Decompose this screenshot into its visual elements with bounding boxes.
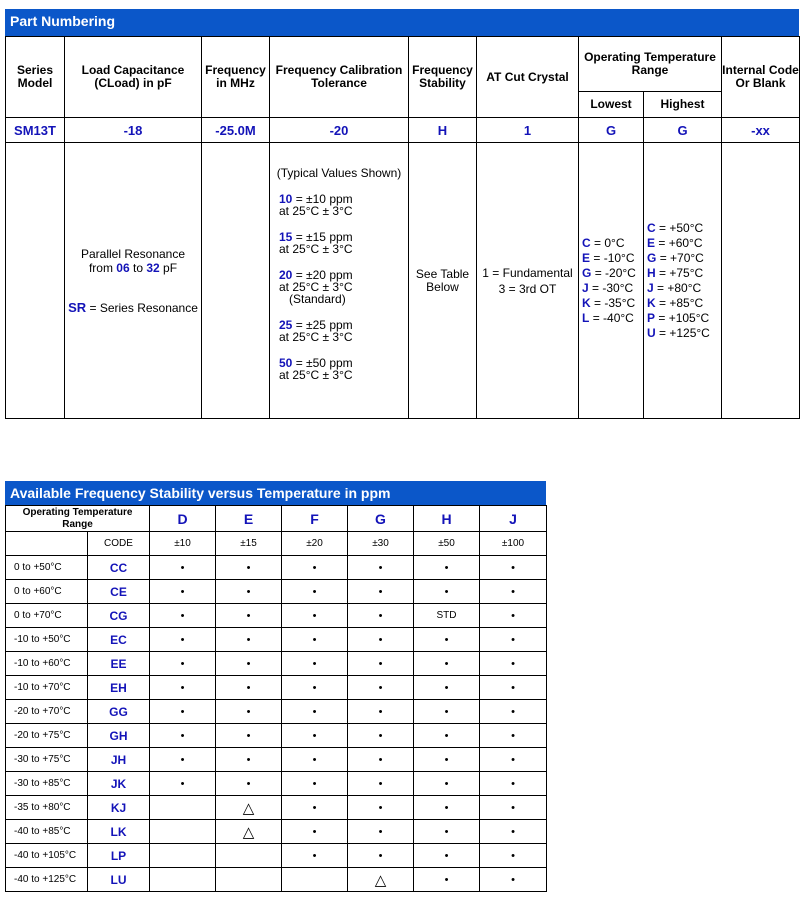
available-dot: •	[348, 772, 414, 796]
temperature-range: -30 to +75°C	[6, 748, 88, 772]
available-dot: •	[348, 748, 414, 772]
load-description	[65, 143, 202, 419]
table-row	[6, 604, 547, 628]
code-frequency: -25.0M	[202, 118, 270, 143]
available-dot: •	[348, 652, 414, 676]
stability-column-J: J	[480, 506, 547, 532]
tolerance-item: 25 = ±25 ppm at 25°C ± 3°C	[279, 317, 353, 344]
available-dot: •	[480, 604, 547, 628]
load-range-text: from 06 to 32 pF	[88, 260, 178, 275]
table-row	[6, 652, 547, 676]
temperature-range: -40 to +125°C	[6, 868, 88, 892]
temperature-range: 0 to +70°C	[6, 604, 88, 628]
part-numbering-header: Part Numbering	[5, 9, 799, 36]
table-row	[6, 556, 547, 580]
range-code: CE	[88, 580, 150, 604]
range-code: EH	[88, 676, 150, 700]
calibration-tolerance-header: Frequency Calibration Tolerance	[270, 37, 409, 118]
highest-temp-item: G = +70°C	[647, 250, 704, 265]
code-highest: G	[644, 118, 722, 143]
range-code: EE	[88, 652, 150, 676]
available-dot: •	[348, 844, 414, 868]
calibration-description	[270, 143, 409, 419]
blank-cell	[6, 532, 88, 556]
code-lowest: G	[579, 118, 644, 143]
available-dot: •	[348, 820, 414, 844]
table-row	[6, 748, 547, 772]
available-dot: •	[414, 700, 480, 724]
available-dot: •	[348, 700, 414, 724]
range-code: KJ	[88, 796, 150, 820]
empty-cell	[150, 844, 216, 868]
available-dot: •	[150, 604, 216, 628]
highest-temp-item: C = +50°C	[647, 220, 704, 235]
code-series: SM13T	[6, 118, 65, 143]
empty-cell	[216, 868, 282, 892]
available-dot: •	[414, 820, 480, 844]
lowest-temp-item: J = -30°C	[582, 280, 634, 295]
range-code: GH	[88, 724, 150, 748]
stability-column-H: H	[414, 506, 480, 532]
available-dot: •	[216, 604, 282, 628]
highest-temp-item: K = +85°C	[647, 295, 704, 310]
temperature-range: -30 to +85°C	[6, 772, 88, 796]
highest-temp-item: J = +80°C	[647, 280, 702, 295]
available-dot: •	[150, 700, 216, 724]
available-dot: •	[414, 868, 480, 892]
available-dot: •	[414, 844, 480, 868]
available-dot: •	[282, 580, 348, 604]
frequency-stability-header: Frequency Stability	[409, 37, 477, 118]
temperature-range: 0 to +60°C	[6, 580, 88, 604]
lowest-temp-item: L = -40°C	[582, 310, 634, 325]
available-dot: •	[216, 628, 282, 652]
available-dot: •	[150, 676, 216, 700]
empty-cell	[150, 820, 216, 844]
available-dot: •	[282, 772, 348, 796]
code-cut: 1	[477, 118, 579, 143]
available-dot: •	[216, 676, 282, 700]
typical-values-title: (Typical Values Shown)	[276, 165, 402, 180]
table-row	[6, 796, 547, 820]
available-dot: •	[150, 772, 216, 796]
available-dot: •	[414, 748, 480, 772]
ppm-value: ±30	[348, 532, 414, 556]
lowest-temp-list	[579, 143, 644, 419]
range-code: LK	[88, 820, 150, 844]
stability-column-F: F	[282, 506, 348, 532]
lowest-temp-item: E = -10°C	[582, 250, 635, 265]
available-dot: •	[480, 652, 547, 676]
temperature-range: -10 to +50°C	[6, 628, 88, 652]
stability-description: See Table Below	[409, 143, 477, 419]
empty-cell	[150, 796, 216, 820]
available-dot: •	[348, 580, 414, 604]
code-calibration: -20	[270, 118, 409, 143]
table-row	[6, 724, 547, 748]
ppm-value: ±100	[480, 532, 547, 556]
ppm-value: ±20	[282, 532, 348, 556]
available-dot: •	[216, 748, 282, 772]
range-code: EC	[88, 628, 150, 652]
available-dot: •	[348, 604, 414, 628]
available-dot: •	[216, 724, 282, 748]
available-dot: •	[414, 628, 480, 652]
empty-cell	[150, 868, 216, 892]
stability-column-D: D	[150, 506, 216, 532]
lowest-header: Lowest	[579, 92, 644, 118]
available-dot: •	[150, 724, 216, 748]
available-dot: •	[480, 796, 547, 820]
highest-temp-item: P = +105°C	[647, 310, 710, 325]
empty-cell	[216, 844, 282, 868]
available-dot: •	[282, 844, 348, 868]
range-code: JH	[88, 748, 150, 772]
available-dot: •	[282, 628, 348, 652]
available-dot: •	[216, 772, 282, 796]
available-dot: •	[282, 748, 348, 772]
range-code: LP	[88, 844, 150, 868]
table-row	[6, 772, 547, 796]
available-dot: •	[216, 556, 282, 580]
available-dot: •	[216, 580, 282, 604]
at-cut-crystal-header: AT Cut Crystal	[477, 37, 579, 118]
stability-column-G: G	[348, 506, 414, 532]
available-dot: •	[480, 556, 547, 580]
available-dot: •	[216, 700, 282, 724]
available-triangle: △	[348, 868, 414, 892]
available-dot: •	[480, 700, 547, 724]
available-dot: •	[150, 556, 216, 580]
range-code: LU	[88, 868, 150, 892]
available-dot: •	[282, 724, 348, 748]
available-dot: •	[282, 820, 348, 844]
code-load: -18	[65, 118, 202, 143]
series-model-header: Series Model	[6, 37, 65, 118]
temperature-range: -40 to +85°C	[6, 820, 88, 844]
ppm-value: ±50	[414, 532, 480, 556]
tolerance-item: 50 = ±50 ppm at 25°C ± 3°C	[279, 355, 353, 382]
available-dot: •	[348, 556, 414, 580]
available-dot: •	[480, 724, 547, 748]
operating-temperature-header: Operating Temperature Range	[579, 37, 722, 92]
series-resonance-text: SR = Series Resonance	[68, 299, 198, 315]
lowest-temp-item: C = 0°C	[582, 235, 625, 250]
ppm-value: ±10	[150, 532, 216, 556]
highest-header: Highest	[644, 92, 722, 118]
highest-temp-item: U = +125°C	[647, 325, 710, 340]
temperature-range: -10 to +60°C	[6, 652, 88, 676]
empty-cell	[282, 868, 348, 892]
available-dot: •	[150, 628, 216, 652]
available-dot: •	[216, 652, 282, 676]
available-triangle: △	[216, 796, 282, 820]
available-dot: •	[480, 748, 547, 772]
available-dot: •	[414, 652, 480, 676]
temperature-range: 0 to +50°C	[6, 556, 88, 580]
available-dot: •	[480, 676, 547, 700]
available-dot: •	[348, 628, 414, 652]
available-dot: •	[480, 580, 547, 604]
temperature-range: -20 to +70°C	[6, 700, 88, 724]
highest-temp-item: E = +60°C	[647, 235, 703, 250]
available-dot: •	[480, 772, 547, 796]
available-dot: •	[348, 676, 414, 700]
table-row	[6, 820, 547, 844]
available-dot: •	[480, 844, 547, 868]
table-row	[6, 844, 547, 868]
stability-column-E: E	[216, 506, 282, 532]
range-code: JK	[88, 772, 150, 796]
standard-label: STD	[414, 604, 480, 628]
highest-temp-list	[644, 143, 722, 419]
internal-description	[722, 143, 800, 419]
frequency-description	[202, 143, 270, 419]
internal-code-header: Internal Code Or Blank	[722, 37, 800, 118]
part-numbering-table	[5, 36, 800, 419]
available-dot: •	[414, 796, 480, 820]
highest-temp-item: H = +75°C	[647, 265, 704, 280]
series-description	[6, 143, 65, 419]
load-capacitance-header: Load Capacitance (CLoad) in pF	[65, 37, 202, 118]
frequency-header: Frequency in MHz	[202, 37, 270, 118]
tolerance-item: 20 = ±20 ppm at 25°C ± 3°C (Standard)	[279, 267, 353, 306]
available-dot: •	[348, 724, 414, 748]
available-triangle: △	[216, 820, 282, 844]
tolerance-item: 15 = ±15 ppm at 25°C ± 3°C	[279, 229, 353, 256]
range-code: CC	[88, 556, 150, 580]
available-dot: •	[150, 748, 216, 772]
available-dot: •	[282, 604, 348, 628]
range-code: CG	[88, 604, 150, 628]
available-dot: •	[414, 556, 480, 580]
stability-temperature-table	[5, 505, 547, 892]
available-dot: •	[414, 772, 480, 796]
available-dot: •	[150, 652, 216, 676]
code-column-label: CODE	[88, 532, 150, 556]
cut-description: 1 = Fundamental 3 = 3rd OT	[477, 143, 579, 419]
table-row	[6, 868, 547, 892]
code-internal: -xx	[722, 118, 800, 143]
available-dot: •	[348, 796, 414, 820]
code-stability: H	[409, 118, 477, 143]
available-dot: •	[414, 676, 480, 700]
available-dot: •	[414, 724, 480, 748]
temperature-range: -35 to +80°C	[6, 796, 88, 820]
temperature-range: -10 to +70°C	[6, 676, 88, 700]
available-dot: •	[282, 676, 348, 700]
range-corner-label: Operating Temperature Range	[6, 506, 150, 532]
table-row	[6, 700, 547, 724]
parallel-resonance-text: Parallel Resonance	[80, 246, 186, 261]
lowest-temp-item: G = -20°C	[582, 265, 636, 280]
available-dot: •	[282, 700, 348, 724]
table-row	[6, 628, 547, 652]
tolerance-item: 10 = ±10 ppm at 25°C ± 3°C	[279, 191, 353, 218]
lowest-temp-item: K = -35°C	[582, 295, 636, 310]
available-dot: •	[414, 580, 480, 604]
available-dot: •	[282, 652, 348, 676]
available-dot: •	[282, 556, 348, 580]
available-dot: •	[282, 796, 348, 820]
available-dot: •	[150, 580, 216, 604]
available-dot: •	[480, 628, 547, 652]
range-code: GG	[88, 700, 150, 724]
table-row	[6, 580, 547, 604]
table-row	[6, 676, 547, 700]
available-dot: •	[480, 868, 547, 892]
temperature-range: -20 to +75°C	[6, 724, 88, 748]
ppm-value: ±15	[216, 532, 282, 556]
temperature-range: -40 to +105°C	[6, 844, 88, 868]
stability-table-header: Available Frequency Stability versus Temperature in ppm	[5, 481, 546, 505]
available-dot: •	[480, 820, 547, 844]
